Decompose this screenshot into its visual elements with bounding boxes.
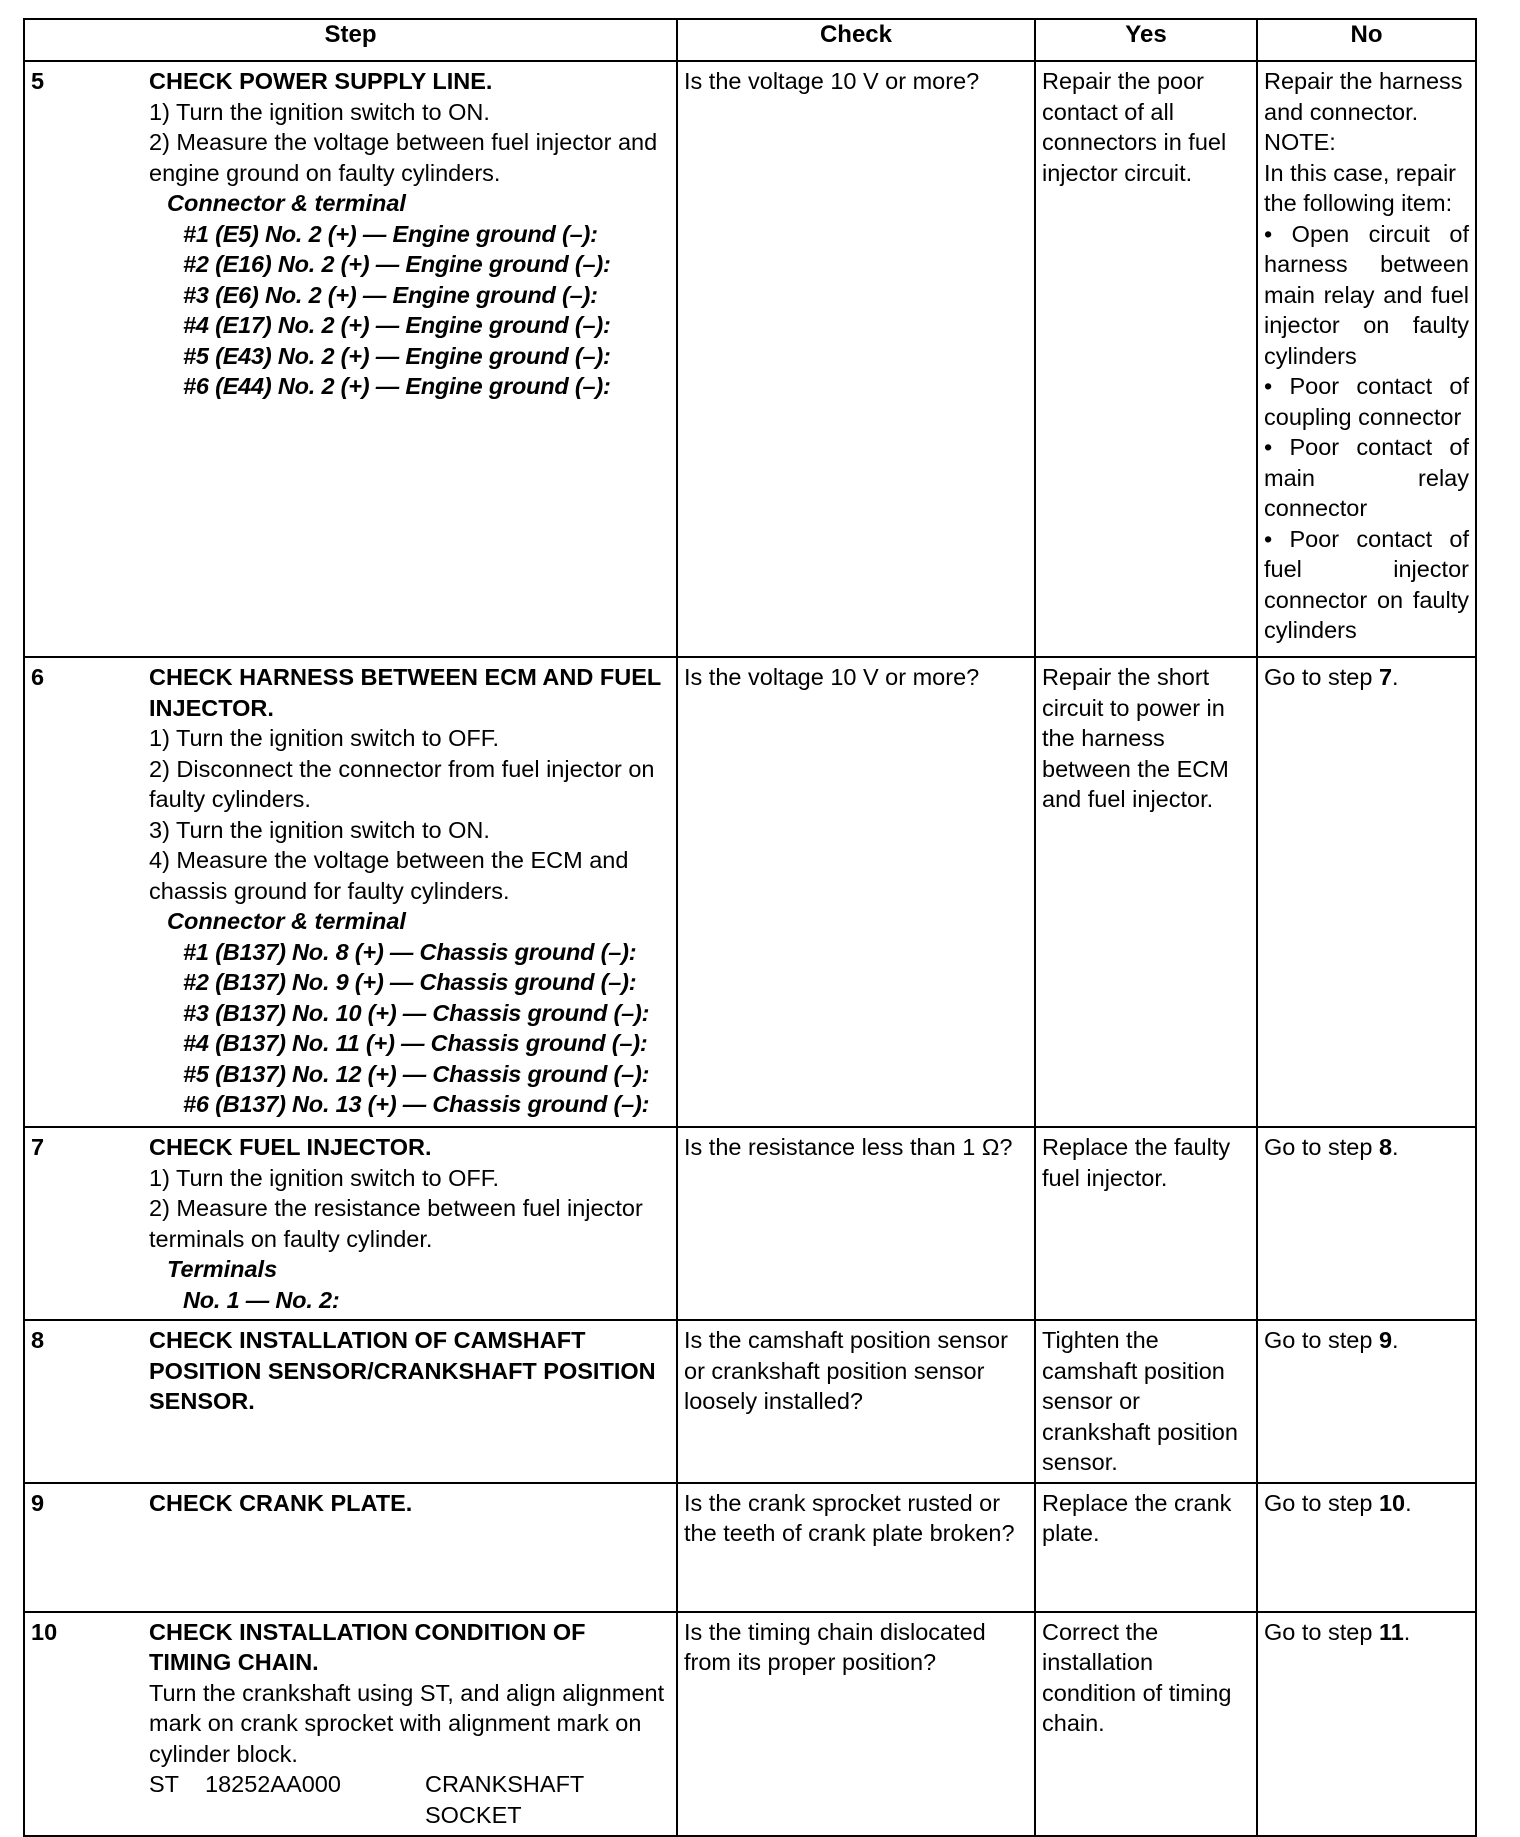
special-tool-label: ST: [149, 1771, 180, 1797]
no-prefix: Go to step: [1264, 1327, 1379, 1353]
step-instruction: 2) Disconnect the connector from fuel injector on faulty cylinders.: [149, 755, 655, 812]
no-step-ref: 7: [1378, 664, 1393, 690]
step-number: 7: [31, 1134, 45, 1160]
table-row: [24, 1127, 1476, 1320]
step-instruction: Turn the crankshaft using ST, and align alignment mark on crank sprocket with alignment mark on cylinder block.: [149, 1679, 665, 1767]
step-instruction: 2) Measure the voltage between fuel injector and engine ground on faulty cylinders.: [149, 129, 658, 186]
no-cell: [1257, 657, 1476, 1127]
connector-heading: Connector & terminal: [167, 908, 406, 934]
step-number: 9: [31, 1489, 45, 1516]
check-cell: Is the camshaft position sensor or crankshaft position sensor loosely installed?: [677, 1320, 1035, 1483]
no-cell: [1257, 1612, 1476, 1836]
check-cell: Is the resistance less than 1 Ω?: [677, 1127, 1035, 1320]
terminal-spec: #6 (E44) No. 2 (+) — Engine ground (–):: [183, 373, 611, 399]
diagnostic-table: [23, 18, 1477, 1837]
no-cell: [1257, 1483, 1476, 1612]
no-suffix: .: [1392, 664, 1399, 690]
no-step-ref: 8: [1378, 1134, 1393, 1160]
step-cell: [24, 1483, 677, 1612]
terminal-spec: #3 (B137) No. 10 (+) — Chassis ground (–):: [183, 999, 650, 1026]
check-cell: Is the timing chain dislocated from its proper position?: [677, 1612, 1035, 1836]
note-label: NOTE:: [1264, 129, 1336, 155]
table-row: [24, 1483, 1476, 1612]
table-row: [24, 1320, 1476, 1483]
step-title: CHECK FUEL INJECTOR.: [149, 1134, 432, 1160]
header-yes: Yes: [1035, 19, 1257, 61]
terminal-spec: #1 (E5) No. 2 (+) — Engine ground (–):: [183, 220, 598, 247]
yes-cell: Replace the faulty fuel injector.: [1035, 1127, 1257, 1320]
step-instruction: 3) Turn the ignition switch to ON.: [149, 816, 490, 843]
table-row: [24, 657, 1476, 1127]
step-cell: [24, 657, 677, 1127]
terminal-spec: #6 (B137) No. 13 (+) — Chassis ground (–):: [183, 1091, 650, 1117]
connector-heading: Connector & terminal: [167, 190, 406, 216]
no-step-ref: 9: [1378, 1327, 1393, 1353]
check-cell: Is the voltage 10 V or more?: [677, 61, 1035, 657]
no-suffix: .: [1392, 1134, 1399, 1160]
header-no: No: [1257, 19, 1476, 61]
no-prefix: Go to step: [1264, 1134, 1379, 1160]
no-cell: [1257, 1127, 1476, 1320]
no-step-ref: 10: [1378, 1489, 1406, 1516]
note-item: • Poor contact of coupling connector: [1264, 373, 1469, 430]
note-item: • Poor contact of main relay connector: [1264, 434, 1469, 521]
terminal-spec: #2 (E16) No. 2 (+) — Engine ground (–):: [183, 251, 611, 277]
terminal-spec: #5 (E43) No. 2 (+) — Engine ground (–):: [183, 342, 611, 369]
step-title: CHECK INSTALLATION CONDITION OF TIMING CHAIN.: [149, 1618, 586, 1675]
header-check: Check: [677, 19, 1035, 61]
no-suffix: .: [1403, 1618, 1411, 1645]
step-number: 5: [31, 68, 45, 94]
yes-cell: Correct the installation condition of timing chain.: [1035, 1612, 1257, 1836]
special-tool-name: CRANKSHAFT SOCKET: [425, 1771, 584, 1828]
no-step-ref: 11: [1378, 1618, 1404, 1645]
terminal-spec: #2 (B137) No. 9 (+) — Chassis ground (–):: [183, 969, 637, 995]
step-cell: [24, 1612, 677, 1836]
step-instruction: 2) Measure the resistance between fuel injector terminals on faulty cylinder.: [149, 1195, 643, 1252]
step-title: CHECK HARNESS BETWEEN ECM AND FUEL INJECTOR.: [149, 664, 661, 721]
step-instruction: 1) Turn the ignition switch to OFF.: [149, 725, 500, 751]
terminal-spec: #5 (B137) No. 12 (+) — Chassis ground (–):: [183, 1060, 650, 1087]
step-number: 10: [31, 1618, 58, 1645]
no-prefix: Go to step: [1264, 664, 1379, 690]
note-item: • Poor contact of fuel injector connector on faulty cylinders: [1264, 525, 1469, 643]
step-instruction: 1) Turn the ignition switch to OFF.: [149, 1164, 500, 1191]
no-prefix: Go to step: [1264, 1618, 1379, 1645]
terminal-spec: #4 (B137) No. 11 (+) — Chassis ground (–):: [183, 1030, 648, 1056]
no-cell: [1257, 1320, 1476, 1483]
step-cell: [24, 1320, 677, 1483]
no-suffix: .: [1392, 1327, 1399, 1353]
step-number: 6: [31, 664, 45, 690]
yes-cell: Replace the crank plate.: [1035, 1483, 1257, 1612]
terminal-spec: No. 1 — No. 2:: [183, 1286, 340, 1313]
table-row: [24, 61, 1476, 657]
step-title: CHECK INSTALLATION OF CAMSHAFT POSITION SENSOR/CRANKSHAFT POSITION SENSOR.: [149, 1327, 656, 1414]
special-tool-part-number: 18252AA000: [205, 1771, 341, 1797]
no-prefix: Go to step: [1264, 1489, 1379, 1516]
yes-cell: Repair the poor contact of all connectors in fuel injector circuit.: [1035, 61, 1257, 657]
note-item: • Open circuit of harness between main relay and fuel injector on faulty cylinders: [1264, 220, 1469, 369]
no-cell: [1257, 61, 1476, 657]
header-row: [24, 19, 1476, 61]
yes-cell: Tighten the camshaft position sensor or crankshaft position sensor.: [1035, 1320, 1257, 1483]
header-step: Step: [24, 19, 677, 61]
terminal-spec: #1 (B137) No. 8 (+) — Chassis ground (–):: [183, 938, 637, 965]
step-title: CHECK POWER SUPPLY LINE.: [149, 68, 493, 94]
step-cell: [24, 61, 677, 657]
table-row: [24, 1612, 1476, 1836]
terminals-heading: Terminals: [167, 1256, 278, 1282]
terminal-spec: #4 (E17) No. 2 (+) — Engine ground (–):: [183, 312, 611, 338]
step-title: CHECK CRANK PLATE.: [149, 1489, 413, 1516]
step-instruction: 4) Measure the voltage between the ECM and chassis ground for faulty cylinders.: [149, 847, 629, 904]
yes-cell: Repair the short circuit to power in the harness between the ECM and fuel injector.: [1035, 657, 1257, 1127]
special-tool: [149, 1769, 670, 1830]
check-cell: Is the crank sprocket rusted or the teeth of crank plate broken?: [677, 1483, 1035, 1612]
no-action: Repair the harness and connector.: [1264, 68, 1463, 125]
step-number: 8: [31, 1327, 45, 1353]
terminal-spec: #3 (E6) No. 2 (+) — Engine ground (–):: [183, 281, 598, 308]
no-suffix: .: [1405, 1489, 1412, 1516]
step-cell: [24, 1127, 677, 1320]
note-intro: In this case, repair the following item:: [1264, 159, 1457, 216]
step-instruction: 1) Turn the ignition switch to ON.: [149, 98, 490, 125]
check-cell: Is the voltage 10 V or more?: [677, 657, 1035, 1127]
